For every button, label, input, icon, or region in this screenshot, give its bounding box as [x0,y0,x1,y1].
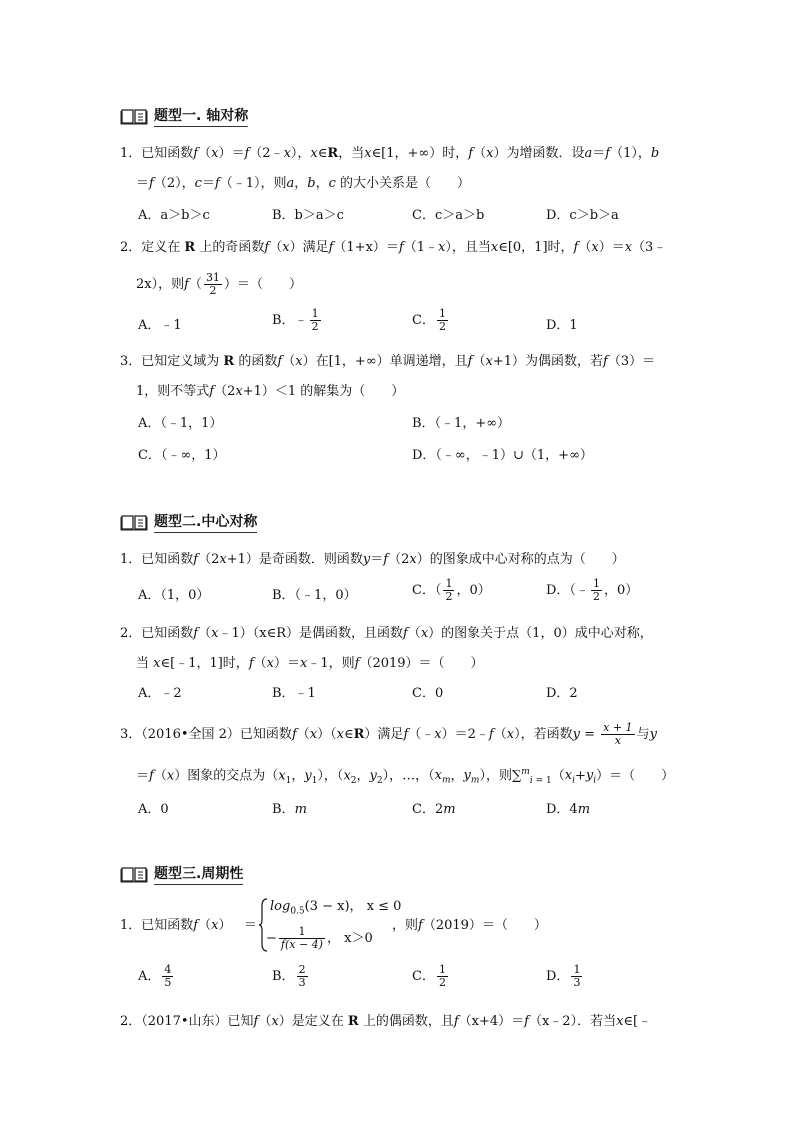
book-icon [120,107,148,125]
option-d[interactable]: D．1 [546,318,578,333]
option-a[interactable]: A． $\frac{4}{5}$ [138,963,172,989]
question-line: ，则f（2019）＝（ ） [392,918,547,933]
option-a[interactable]: A．﹣1 [138,318,182,333]
option-a[interactable]: A．a＞b＞c [138,208,210,223]
question-line: 2．（2017•山东）已知f（x）是定义在 R 上的偶函数，且f（x+4）＝f（x﹣2）．若当x∈[﹣ [120,1014,652,1029]
section-title: 题型三.周期性 [154,863,243,885]
option-b[interactable]: B．（﹣1，0） [272,588,357,603]
option-d[interactable]: D． $\frac{1}{3}$ [546,963,581,989]
question-line: ＝f（2），c＝f（﹣1），则a，b，c 的大小关系是（ ） [136,176,471,191]
section-header-2 [120,510,257,534]
option-b[interactable]: B．m [272,802,307,817]
option-c[interactable]: C． $\frac{1}{2}$ [412,963,446,989]
fraction: $\frac{x + 1}{x}$ [603,721,633,747]
option-d[interactable]: D．（﹣ $\frac{1}{2}$ ，0） [546,577,639,603]
option-b[interactable]: B．b＞a＞c [272,208,344,223]
question-line: 3．已知定义域为 R 的函数f（x）在[1，+∞）单调递增，且f（x+1）为偶函数，若f（3）＝ [120,354,656,369]
question-line: 1，则不等式f（2x+1）＜1 的解集为（ ） [136,384,405,399]
question-line: ＝f（x）图象的交点为（$x_1$，$y_1$），（$x_2$，$y_2$），…，（$x_m$，$y_m$），则$\sum^m_{i = 1}(x_i+y_i)=$（ ） [136,767,675,786]
option-b[interactable]: B．﹣1 [272,686,316,701]
option-d[interactable]: D．（﹣∞，﹣1）∪（1，+∞） [412,448,593,463]
option-c[interactable]: C．（ $\frac{1}{2}$ ，0） [412,577,491,603]
option-a[interactable]: A．（1，0） [138,588,210,603]
option-c[interactable]: C．0 [412,686,444,701]
option-b[interactable]: B．﹣ $\frac{1}{2}$ [272,307,319,333]
question-line: 2x），则f（ $\frac{31}{2}$ ）＝（ ） [136,271,302,297]
question-line: 1．已知函数f（x）＝f（2﹣x），x∈R，当x∈[1，+∞）时，f（x）为增函数．设a＝f（1），b [120,146,660,161]
section-header-3 [120,862,243,886]
option-a[interactable]: A．0 [138,802,169,817]
piecewise-case-2: − $\frac{1}{f(x - 4)}$ ， x＞0 [266,925,373,951]
question-line: 1．已知函数f（x） ＝ [120,918,257,933]
option-c[interactable]: C．c＞a＞b [412,208,485,223]
option-d[interactable]: D．2 [546,686,578,701]
option-c[interactable]: C．（﹣∞，1） [138,448,226,463]
question-line: 当 x∈[﹣1，1]时，f（x）＝x﹣1，则f（2019）＝（ ） [136,656,484,671]
option-d[interactable]: D．4m [546,802,591,817]
option-a[interactable]: A．﹣2 [138,686,182,701]
option-b[interactable]: B． $\frac{2}{3}$ [272,963,306,989]
option-c[interactable]: C．2m [412,802,456,817]
question-line: 1．已知函数f（2x+1）是奇函数．则函数y＝f（2x）的图象成中心对称的点为（ ） [120,552,625,567]
section-header-1 [120,104,248,128]
fraction: $\frac{31}{2}$ [205,271,220,297]
question-line: 2．定义在 R 上的奇函数f（x）满足f（1+x）＝f（1﹣x），且当x∈[0，1]时，f（x）＝x（3﹣ [120,240,667,255]
option-d[interactable]: D．c＞b＞a [546,208,619,223]
question-line: 2．已知函数f（x﹣1）（x∈R）是偶函数，且函数f（x）的图象关于点（1，0）成中心对称， [120,626,653,641]
option-b[interactable]: B．（﹣1，+∞） [412,416,511,431]
option-c[interactable]: C． $\frac{1}{2}$ [412,307,446,333]
question-line: 3．（2016•全国 2）已知函数f（x）（x∈R）满足f（﹣x）＝2﹣f（x），若函数y = $\frac{x + 1}{x}$ 与y [120,721,657,747]
book-icon [120,513,148,531]
option-a[interactable]: A．（﹣1，1） [138,416,223,431]
book-icon [120,865,148,883]
section-title: 题型一. 轴对称 [154,105,248,127]
section-title: 题型二.中心对称 [154,511,257,533]
piecewise-case-1: $\log_{0.5}(3 - x)$， x ≤ 0 [270,899,402,917]
